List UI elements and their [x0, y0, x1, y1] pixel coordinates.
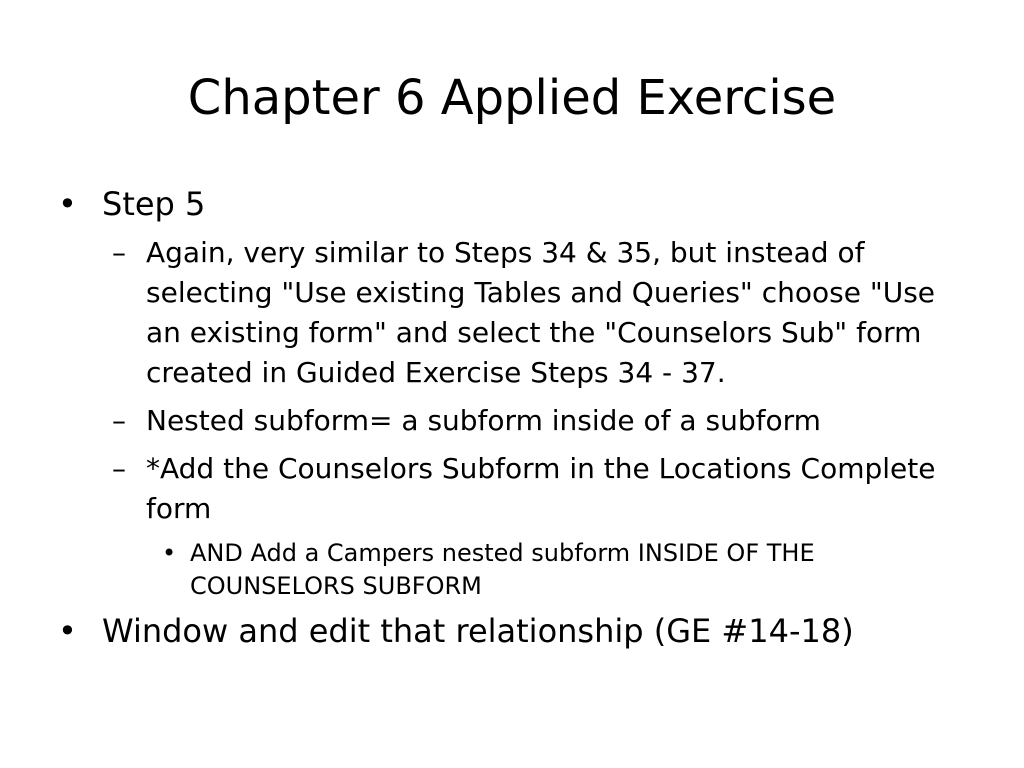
bullet-text: Window and edit that relationship (GE #14-18): [102, 612, 854, 650]
subbullet-text: Again, very similar to Steps 34 & 35, but instead of selecting "Use existing Tables and Queries" choose "Use an existing form" and select the "Counselors Sub" form created in Guided Exercise Steps 34 - 37.: [146, 236, 936, 389]
step-5-subitems: [58, 233, 978, 603]
bullet-marker: •: [58, 185, 77, 223]
subsubbullet-campers-nested-subform: [146, 537, 978, 603]
slide-content: [58, 184, 978, 660]
dash-marker: –: [112, 236, 126, 269]
dash-marker: –: [112, 404, 126, 437]
subbullet-nested-subform: [102, 401, 978, 441]
slide-title: Chapter 6 Applied Exercise: [187, 70, 837, 126]
dash-marker: –: [112, 452, 126, 485]
bullet-step-5: [58, 184, 978, 224]
bullet-marker: •: [162, 539, 177, 567]
bullet-window-edit-relationship: [58, 611, 978, 651]
bullet-marker: •: [58, 612, 77, 650]
subbullet-text: Nested subform= a subform inside of a subform: [146, 404, 821, 437]
bullet-text: Step 5: [102, 185, 206, 223]
subsubbullet-text: AND Add a Campers nested subform INSIDE OF THE COUNSELORS SUBFORM: [190, 539, 815, 600]
subbullet-add-counselors-subform: [102, 449, 978, 529]
subbullet-text: *Add the Counselors Subform in the Locations Complete form: [146, 452, 936, 525]
subbullet-use-existing-form: [102, 233, 978, 393]
